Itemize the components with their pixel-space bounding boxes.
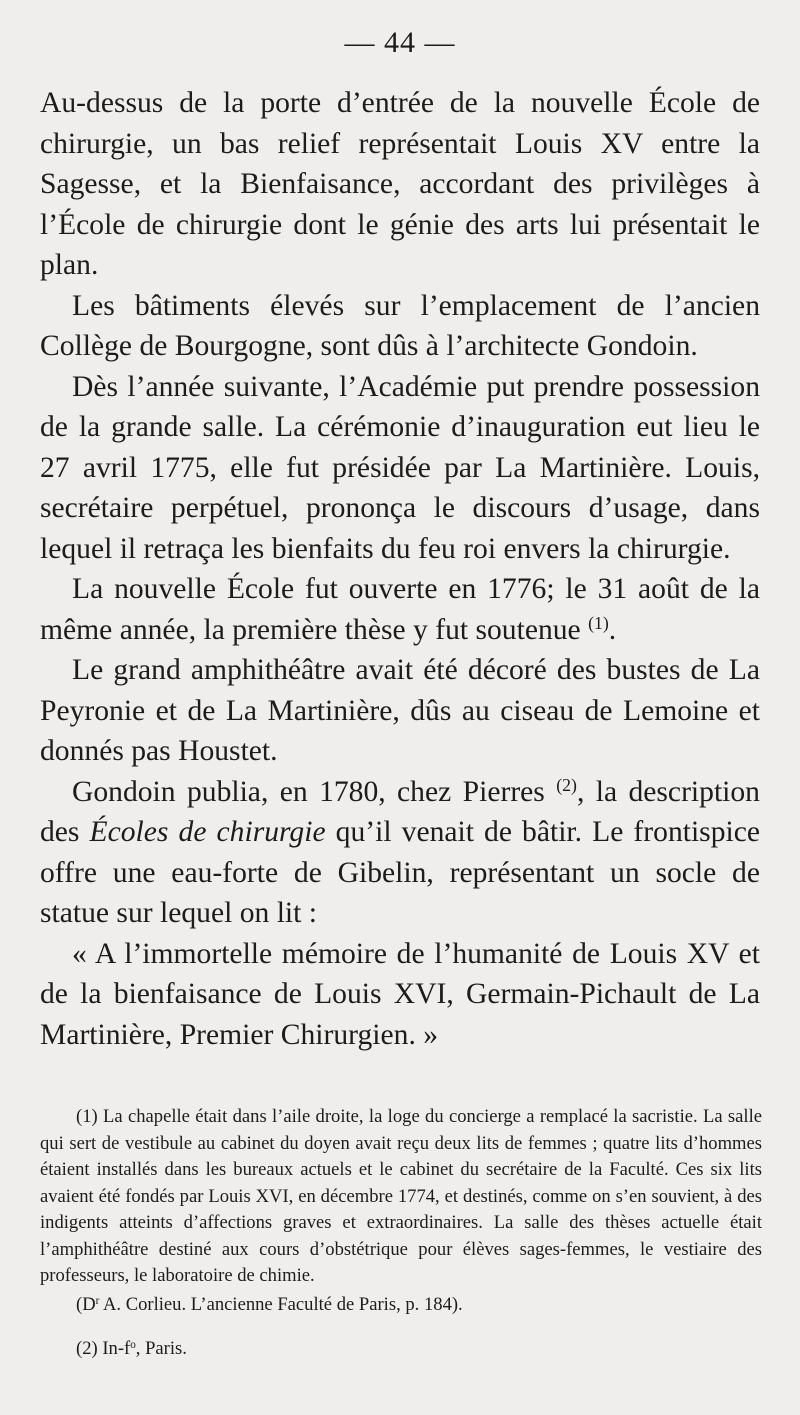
paragraph-3: Dès l’année suivante, l’Académie put prendre possession de la grande salle. La cérémonie d’inauguration eut lieu le 27 avril 1775, elle fut présidée par La Martinière. Louis, secrétaire perpétuel, prononça le discours d’usage, dans lequel il retraça les bienfaits du feu roi envers la chirurgie. <box>40 370 760 565</box>
citation-open: (D <box>76 1293 96 1315</box>
footnote-ref-1: (1) <box>588 612 609 633</box>
footnote-2 <box>40 1336 762 1363</box>
page-number: — 44 — <box>344 26 456 59</box>
paragraph-6 <box>40 772 760 934</box>
paragraph-6-middle: , la description des <box>40 775 760 848</box>
footnote-2-end: , Paris. <box>135 1338 187 1359</box>
footnote-ref-2: (2) <box>556 774 577 795</box>
citation-sup: r <box>95 1294 100 1307</box>
footnote-1: (1) La chapelle était dans l’aile droite, la loge du concierge a remplacé la sacristie. La salle qui sert de vestibule au cabinet du doyen avait reçu deux lits de femmes ; quatre lits d’hommes étaient installés dans les bureaux actuels et le cabinet du secrétaire de la Faculté. Ces six lits avaient été fondés par Louis XVI, en décembre 1774, et destinés, comme on s’en souvient, à des indigents atteints d’affections graves et extraordinaires. La salle des thèses actuelle était l’amphithéâtre destiné aux cours d’obstétrique pour élèves sages-femmes, le vestiaire des professeurs, le laboratoire de chimie. <box>40 1106 762 1286</box>
paragraph-4-end: . <box>608 613 617 646</box>
citation-rest: A. Corlieu. L’ancienne Faculté de Paris, p. 184). <box>99 1293 463 1315</box>
inscription-quote: « A l’immortelle mémoire de l’humanité de Louis XV et de la bienfaisance de Louis XVI, Germain-Pichault de La Martinière, Premier Chirurgien. » <box>40 937 760 1051</box>
body-text <box>40 83 760 1055</box>
paragraph-4-text: La nouvelle École fut ouverte en 1776; le 31 août de la même année, la première thèse y fut soutenue <box>40 573 760 646</box>
footnote-1-citation <box>40 1292 762 1319</box>
footnote-2-text: (2) In-f <box>76 1338 131 1359</box>
paragraph-6-end: qu’il venait de bâtir. Le frontispice offre une eau-forte de Gibelin, représentant un socle de statue sur lequel on lit : <box>40 816 760 929</box>
paragraph-6-text: Gondoin publia, en 1780, chez Pierres <box>72 775 557 808</box>
footnotes <box>40 1104 762 1363</box>
book-title: Écoles de chirurgie <box>89 816 326 848</box>
paragraph-5: Le grand amphithéâtre avait été décoré des bustes de La Peyronie et de La Martinière, dûs au ciseau de Lemoine et donnés pas Houstet. <box>40 654 760 767</box>
paragraph-4 <box>40 569 760 650</box>
paragraph-2: Les bâtiments élevés sur l’emplacement de l’ancien Collège de Bourgogne, sont dûs à l’architecte Gondoin. <box>40 289 760 362</box>
footnote-2-sup: o <box>130 1338 136 1351</box>
paragraph-1: Au-dessus de la porte d’entrée de la nouvelle École de chirurgie, un bas relief représentait Louis XV entre la Sagesse, et la Bienfaisance, accordant des privilèges à l’École de chirurgie dont le génie des arts lui présentait le plan. <box>40 87 760 281</box>
